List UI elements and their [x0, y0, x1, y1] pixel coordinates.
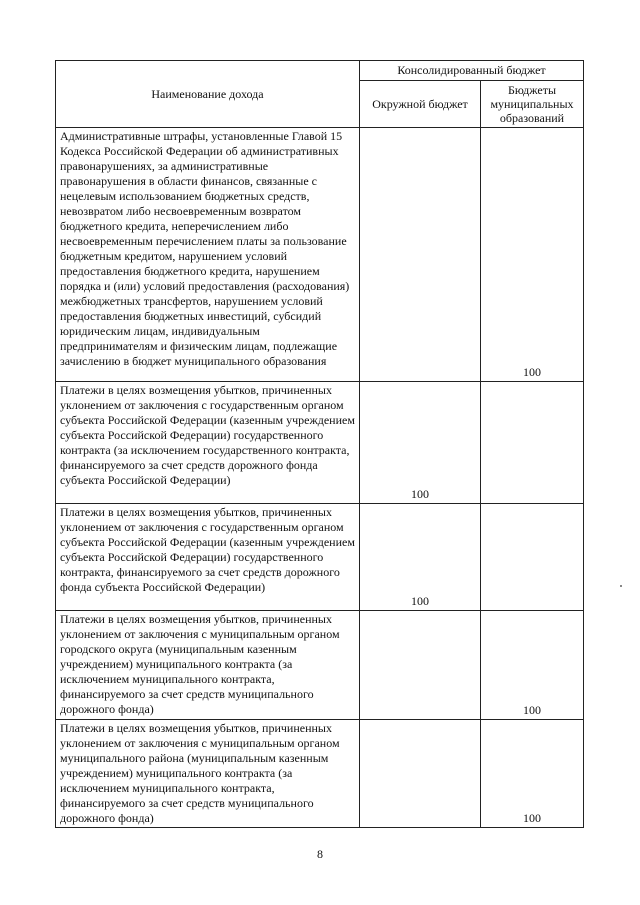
- district-value: 100: [360, 504, 481, 611]
- table-row: [56, 128, 584, 382]
- municipal-value: 100: [481, 611, 584, 720]
- header-municipal-budgets: Бюджеты муниципальных образований: [481, 81, 584, 128]
- municipal-value: 100: [481, 128, 584, 382]
- table-row: [56, 504, 584, 611]
- table-row: [56, 611, 584, 720]
- district-value: [360, 720, 481, 828]
- district-value: 100: [360, 382, 481, 504]
- income-description: Платежи в целях возмещения убытков, причиненных уклонением от заключения с государственным органом субъекта Российской Федерации (казенным учреждением субъекта Российской Федерации) государственного контракта, финансируемого за счет средств дорожного фонда субъекта Российской Федерации): [56, 504, 360, 611]
- municipal-value: [481, 382, 584, 504]
- income-description: Платежи в целях возмещения убытков, причиненных уклонением от заключения с муниципальным органом городского округа (муниципальным казенным учреждением) муниципального контракта (за исключением муниципального контракта, финансируемого за счет средств муниципального дорожного фонда): [56, 611, 360, 720]
- header-district-budget: Окружной бюджет: [360, 81, 481, 128]
- municipal-value: [481, 504, 584, 611]
- table-row: [56, 720, 584, 828]
- budget-revenue-table: [55, 60, 584, 828]
- income-description: Платежи в целях возмещения убытков, причиненных уклонением от заключения с муниципальным органом муниципального района (муниципальным казенным учреждением) муниципального контракта (за исключением муниципального контракта, финансируемого за счет средств муниципального дорожного фонда): [56, 720, 360, 828]
- income-description: Административные штрафы, установленные Главой 15 Кодекса Российской Федерации об административных правонарушениях, за административные правонарушения в области финансов, связанные с нецелевым использованием бюджетных средств, невозвратом либо несвоевременным возвратом бюджетного кредита, неперечислением либо несвоевременным перечислением платы за пользование бюджетным кредитом, нарушением условий предоставления бюджетного кредита, нарушением порядка и (или) условий предоставления (расходования) межбюджетных трансфертов, нарушением условий предоставления бюджетных инвестиций, субсидий юридическим лицам, индивидуальным предпринимателям и физическим лицам, подлежащие зачислению в бюджет муниципального образования: [56, 128, 360, 382]
- table-row: [56, 382, 584, 504]
- district-value: [360, 128, 481, 382]
- page-number: 8: [317, 847, 323, 861]
- header-income-name: Наименование дохода: [56, 61, 360, 128]
- scan-speck: [620, 585, 622, 587]
- income-description: Платежи в целях возмещения убытков, причиненных уклонением от заключения с государственным органом субъекта Российской Федерации (казенным учреждением субъекта Российской Федерации) государственного контракта (за исключением государственного контракта, финансируемого за счет средств дорожного фонда субъекта Российской Федерации): [56, 382, 360, 504]
- municipal-value: 100: [481, 720, 584, 828]
- header-consolidated-budget: Консолидированный бюджет: [360, 61, 584, 81]
- district-value: [360, 611, 481, 720]
